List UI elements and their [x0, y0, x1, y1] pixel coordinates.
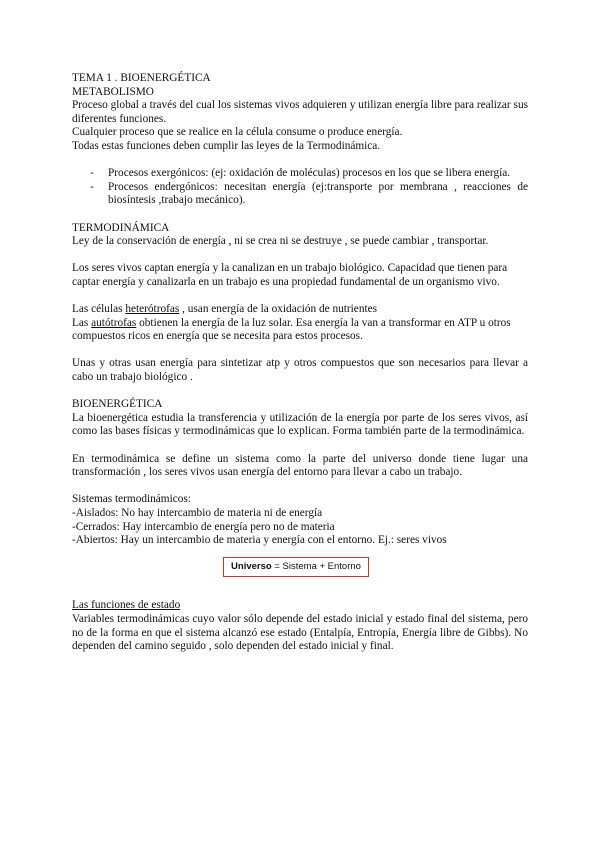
paragraph-unas-y-otras: Unas y otras usan energía para sintetizar atp y otros compuestos que son necesarios para llevar a cabo un trabajo biológico .: [72, 357, 528, 384]
formula-universo-label: Universo: [231, 560, 272, 572]
spacer: [72, 548, 528, 557]
formula-container: [72, 557, 528, 577]
spacer: [72, 577, 528, 591]
spacer: [72, 208, 528, 222]
paragraph-metabolismo-leyes: Todas estas funciones deben cumplir las leyes de la Termodinámica.: [72, 139, 381, 152]
document-body: [72, 72, 528, 654]
bullet-text: Procesos exergónicos: (ej: oxidación de moléculas) procesos en los que se libera energía.: [108, 167, 511, 180]
paragraph-funciones-estado: Variables termodinámicas cuyo valor sólo depende del estado inicial y estado final del sistema, pero no de la forma en que el sistema alcanzó ese estado (Entalpía, Entropía, Energía libre de Gibbs). No dependen del camino seguido , solo dependen del estado inicial y final.: [72, 612, 528, 653]
bullet-dash: -: [90, 167, 94, 180]
paragraph-heterotrofas: [72, 303, 528, 317]
text-prefix: Las células: [72, 303, 126, 316]
term-heterotrofas: heterótrofas: [125, 303, 180, 316]
bullet-list-procesos: [72, 167, 528, 208]
spacer: [72, 154, 528, 168]
heading-bioenergetica: BIOENERGÉTICA: [72, 398, 163, 411]
bullet-dash: -: [90, 180, 94, 193]
spacer: [72, 290, 528, 304]
text-prefix: Las: [72, 316, 92, 329]
spacer: [72, 385, 528, 399]
sistema-cerrados: -Cerrados: Hay intercambio de energía pero no de materia: [72, 520, 335, 533]
heading-metabolismo: METABOLISMO: [72, 85, 154, 98]
heading-termodinamica: TERMODINÁMICA: [72, 221, 170, 234]
sistema-abiertos: -Abiertos: Hay un intercambio de materia y energía con el entorno. Ej.: seres vivos: [72, 534, 447, 547]
sistema-aislados: -Aislados: No hay intercambio de materia ni de energía: [72, 507, 323, 519]
bullet-item-endergonicos: [72, 181, 528, 208]
spacer: [72, 590, 528, 599]
spacer: [72, 480, 528, 494]
heading-funciones-estado: Las funciones de estado: [72, 599, 181, 612]
text-rest: , usan energía de la oxidación de nutrientes: [179, 303, 378, 316]
sistemas-title: Sistemas termodinámicos:: [72, 493, 191, 506]
heading-tema: TEMA 1 . BIOENERGÉTICA: [72, 72, 211, 84]
paragraph-seres-vivos-energia: Los seres vivos captan energía y la canalizan en un trabajo biológico. Capacidad que tienen para captar energía y canalizarla en un trabajo es una propiedad fundamental de un organismo vivo.: [72, 262, 508, 288]
term-autotrofas: autótrofas: [91, 316, 137, 329]
formula-universo-box: [223, 557, 369, 577]
spacer: [72, 344, 528, 358]
bullet-text: Procesos endergónicos: necesitan energía (ej:transporte por membrana , reacciones de biosíntesis ,trabajo mecánico).: [108, 180, 528, 207]
spacer: [72, 249, 528, 263]
text-rest: obtienen la energía de la luz solar. Esa energía la van a transformar en ATP u otros compuestos ricos en energía que se necesita para estos procesos.: [72, 316, 511, 343]
paragraph-metabolismo-celula: Cualquier proceso que se realice en la célula consume o produce energía.: [72, 126, 403, 139]
paragraph-sistema-definition: En termodinámica se define un sistema como la parte del universo donde tiene lugar una transformación , los seres vivos usan energía del entorno para llevar a cabo un trabajo.: [72, 452, 528, 479]
paragraph-bioenergetica-definition: La bioenergética estudia la transferencia y utilización de la energía por parte de los seres vivos, así como las bases físicas y termodinámicas que lo explican. Forma también parte de la termodinámica.: [72, 411, 528, 438]
bullet-item-exergonicos: [72, 167, 528, 181]
paragraph-autotrofas: [72, 317, 528, 344]
formula-universo-rest: = Sistema + Entorno: [271, 560, 361, 572]
paragraph-ley-conservacion: Ley de la conservación de energía , ni se crea ni se destruye , se puede cambiar , transportar.: [72, 235, 489, 248]
paragraph-metabolismo-definition: Proceso global a través del cual los sistemas vivos adquieren y utilizan energía libre para realizar sus diferentes funciones.: [72, 99, 528, 125]
spacer: [72, 439, 528, 453]
